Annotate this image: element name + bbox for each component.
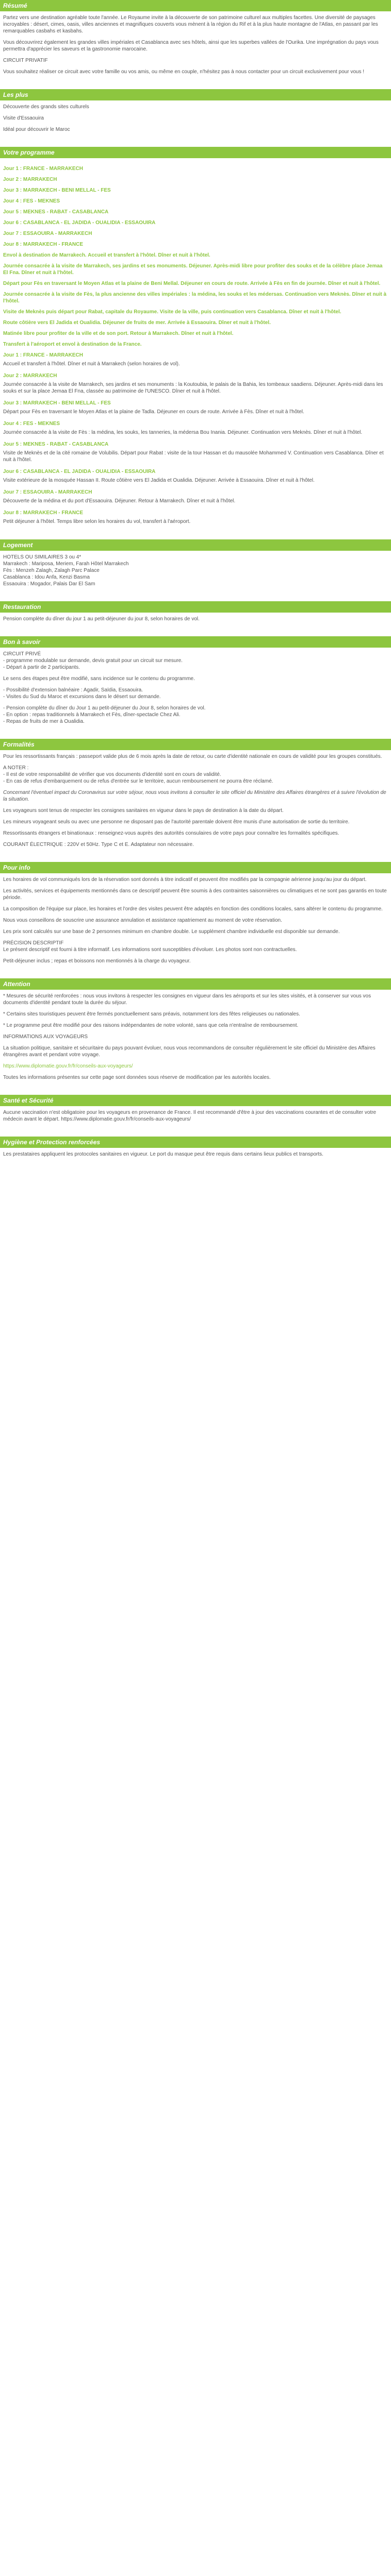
- pour-info-section: [0, 873, 391, 971]
- hygiene-text: Les prestataires appliquent les protocoles sanitaires en vigueur. Le port du masque peut être requis dans certains lieux publics et transports.: [3, 1151, 323, 1157]
- day-description: Accueil et transfert à l'hôtel. Dîner et nuit à Marrakech (selon horaires de vol).: [3, 361, 180, 367]
- day-title: Jour 5 : MEKNES - RABAT - CASABLANCA: [3, 442, 109, 447]
- info-paragraph: PRÉCISION DESCRIPTIF Le présent descriptif est fourni à titre informatif. Les informations sont susceptibles d'évoluer. Les photos sont non contractuelles.: [3, 940, 297, 953]
- attention-paragraph: * Le programme peut être modifié pour des raisons indépendantes de notre volonté, sans que cela n'entraîne de remboursement.: [3, 1023, 299, 1028]
- day-title: Jour 7 : ESSAOUIRA - MARRAKECH: [3, 231, 92, 236]
- day-title: Jour 4 : FES - MEKNES: [3, 421, 60, 427]
- section-heading-sante: Santé et Sécurité: [0, 1095, 391, 1106]
- plus-item: Visite d'Essaouira: [3, 115, 44, 121]
- day-description: Visite de Meknès et de la cité romaine de Volubilis. Départ pour Rabat : visite de la tour Hassan et du mausolée Mohammed V. Continuation vers Casablanca. Dîner et nuit à l'hôtel.: [3, 450, 384, 463]
- day-title: Jour 5 : MEKNES - RABAT - CASABLANCA: [3, 209, 109, 215]
- attention-paragraph: La situation politique, sanitaire et sécuritaire du pays pouvant évoluer, nous vous recommandons de consulter régulièrement le site officiel du Ministère des Affaires étrangères avant et pendant votre voyage.: [3, 1045, 376, 1058]
- day-title: Jour 1 : FRANCE - MARRAKECH: [3, 352, 83, 358]
- section-heading-resume: Résumé: [0, 0, 391, 11]
- section-heading-plus: Les plus: [0, 89, 391, 100]
- plus-item: Idéal pour découvrir le Maroc: [3, 127, 70, 132]
- day-description: Journée consacrée à la visite de Fès : la médina, les souks, les tanneries, la médersa Bou Inania. Déjeuner. Continuation vers Meknès. Dîner et nuit à l'hôtel.: [3, 430, 363, 435]
- section-heading-restauration: Restauration: [0, 601, 391, 613]
- day-title: Journée consacrée à la visite de Fès, la plus ancienne des villes impériales : la médina, les souks et les médersas. Continuation vers Meknès. Dîner et nuit à l'hôtel.: [3, 292, 387, 304]
- attention-section: [0, 990, 391, 1088]
- info-paragraph: La composition de l'équipe sur place, les horaires et l'ordre des visites peuvent être adaptés en fonction des conditions locales, sans altérer le contenu du programme.: [3, 906, 383, 912]
- day-title: Départ pour Fès en traversant le Moyen Atlas et la plaine de Beni Mellal. Déjeuner en cours de route. Arrivée à Fès en fin de journée. Dîner et nuit à l'hôtel.: [3, 281, 381, 286]
- day-title: Journée consacrée à la visite de Marrakech, ses jardins et ses monuments. Déjeuner. Après-midi libre pour profiter des souks et de la célèbre place Jemaa El Fna. Dîner et nuit à l'hôtel.: [3, 263, 383, 276]
- diplomatie-link[interactable]: https://www.diplomatie.gouv.fr/fr/conseils-aux-voyageurs/: [3, 1063, 133, 1069]
- info-paragraph: Les prix sont calculés sur une base de 2 personnes minimum en chambre double. Le supplément chambre individuelle est disponible sur demande.: [3, 929, 340, 935]
- info-paragraph: Petit-déjeuner inclus ; repas et boissons non mentionnés à la charge du voyageur.: [3, 958, 191, 964]
- formalites-paragraph: Pour les ressortissants français : passeport valide plus de 6 mois après la date de retour, ou carte d'identité nationale en cours de validité pour les groupes constitués.: [3, 754, 382, 759]
- day-title: Jour 3 : MARRAKECH - BENI MELLAL - FES: [3, 188, 111, 193]
- formalites-coronavirus: Concernant l'éventuel impact du Coronavirus sur votre séjour, nous vous invitons à consulter le site officiel du Ministère des Affaires étrangères et à suivre l'évolution de la situation.: [3, 790, 386, 802]
- day-title: Jour 4 : FES - MEKNES: [3, 198, 60, 204]
- day-title: Jour 8 : MARRAKECH - FRANCE: [3, 242, 83, 247]
- day-description: Journée consacrée à la visite de Marrakech, ses jardins et ses monuments : la Koutoubia, le palais de la Bahia, les tombeaux saadiens. Déjeuner. Après-midi dans les souks et sur la place Jemaa El Fna, classée au patrimoine de l'UNESCO. Dîner et nuit à l'hôtel.: [3, 382, 383, 394]
- section-heading-bon-a-savoir: Bon à savoir: [0, 636, 391, 648]
- formalites-paragraph: Les voyageurs sont tenus de respecter les consignes sanitaires en vigueur dans le pays de destination à la date du départ.: [3, 808, 284, 814]
- resume-paragraph-2: Vous découvrirez également les grandes villes impériales et Casablanca avec ses hôtels, ainsi que les superbes vallées de l'Ourika. Une imprégnation du pays vous permettra d'apprécier les saveurs et la gastronomie marocaine.: [3, 40, 379, 52]
- day-title: Envol à destination de Marrakech. Accueil et transfert à l'hôtel. Dîner et nuit à l'hôtel.: [3, 252, 210, 258]
- day-title: Jour 1 : FRANCE - MARRAKECH: [3, 166, 83, 172]
- day-title: Jour 2 : MARRAKECH: [3, 373, 57, 379]
- day-title: Matinée libre pour profiter de la ville et de son port. Retour à Marrakech. Dîner et nuit à l'hôtel.: [3, 331, 234, 336]
- formalites-section: [0, 750, 391, 855]
- section-heading-hygiene: Hygiène et Protection renforcées: [0, 1137, 391, 1148]
- hygiene-section: [0, 1148, 391, 1164]
- section-heading-attention: Attention: [0, 978, 391, 990]
- day-title: Jour 7 : ESSAOUIRA - MARRAKECH: [3, 489, 92, 495]
- plus-section: [0, 100, 391, 140]
- section-heading-logement: Logement: [0, 539, 391, 551]
- section-heading-formalites: Formalités: [0, 739, 391, 750]
- bon-a-savoir-paragraph: - Possibilité d'extension balnéaire : Agadir, Saïdia, Essaouira. - Visites du Sud du Maroc et excursions dans le désert sur demande.: [3, 687, 161, 700]
- bon-a-savoir-section: [0, 648, 391, 732]
- sante-section: [0, 1106, 391, 1129]
- formalites-paragraph: Ressortissants étrangers et binationaux : renseignez-vous auprès des autorités consulaires de votre pays pour connaître les formalités spécifiques.: [3, 831, 339, 836]
- day-description: Petit déjeuner à l'hôtel. Temps libre selon les horaires du vol, transfert à l'aéroport.: [3, 519, 191, 524]
- section-heading-pour-info: Pour info: [0, 862, 391, 873]
- bon-a-savoir-paragraph: - Pension complète du dîner du Jour 1 au petit-déjeuner du Jour 8, selon horaires de vol. - En option : repas traditionnels à Marrakech et Fès, dîner-spectacle Chez Ali. - Repas de fruits de mer à Oualidia.: [3, 705, 206, 724]
- day-title: Jour 2 : MARRAKECH: [3, 177, 57, 182]
- info-paragraph: Nous vous conseillons de souscrire une assurance annulation et assistance rapatriement au moment de votre réservation.: [3, 918, 282, 923]
- day-description: Visite extérieure de la mosquée Hassan II. Route côtière vers El Jadida et Oualidia. Déjeuner. Arrivée à Essaouira. Dîner et nuit à l'hôtel.: [3, 478, 315, 483]
- attention-subheading: INFORMATIONS AUX VOYAGEURS: [3, 1034, 88, 1040]
- courant-electrique: COURANT ÉLECTRIQUE : 220V et 50Hz. Type C et E. Adaptateur non nécessaire.: [3, 842, 194, 848]
- bon-a-savoir-paragraph: CIRCUIT PRIVÉ - programme modulable sur demande, devis gratuit pour un circuit sur mesure. - Départ à partir de 2 participants.: [3, 651, 183, 670]
- attention-paragraph: * Mesures de sécurité renforcées : nous vous invitons à respecter les consignes en vigueur dans les aéroports et sur les sites visités, et à conserver sur vous vos documents d'identité pendant toute la durée du séjour.: [3, 993, 371, 1006]
- sante-text: Aucune vaccination n'est obligatoire pour les voyageurs en provenance de France. Il est recommandé d'être à jour des vaccinations courantes et de consulter votre médecin avant le départ. https://www.diplomatie.gouv.fr/fr/conseils-aux-voyageurs/: [3, 1110, 377, 1122]
- restauration-text: Pension complète du dîner du jour 1 au petit-déjeuner du jour 8, selon horaires de vol.: [3, 616, 200, 622]
- day-title: Visite de Meknès puis départ pour Rabat, capitale du Royaume. Visite de la ville, puis continuation vers Casablanca. Dîner et nuit à l'hôtel.: [3, 309, 341, 315]
- day-title: Jour 8 : MARRAKECH - FRANCE: [3, 510, 83, 516]
- restauration-section: [0, 613, 391, 629]
- logement-section: [0, 551, 391, 594]
- day-title: Jour 6 : CASABLANCA - EL JADIDA - OUALIDIA - ESSAOUIRA: [3, 469, 156, 474]
- programme-section: [0, 158, 391, 532]
- attention-paragraph: * Certains sites touristiques peuvent être fermés ponctuellement sans préavis, notamment lors des fêtes religieuses ou nationales.: [3, 1011, 300, 1017]
- formalites-paragraph: Les mineurs voyageant seuls ou avec une personne ne disposant pas de l'autorité parentale doivent être munis d'une autorisation de sortie du territoire.: [3, 819, 350, 825]
- resume-paragraph: Partez vers une destination agréable toute l'année. Le Royaume invite à la découverte de son patrimoine culturel aux multiples facettes. Une diversité de paysages incroyables : désert, cimes, oasis, villes anciennes et magnifiques couverts vous mènent à la région du Rif et à la plus haute montagne de l'Atlas, en passant par les remarquables casbahs et kasbahs.: [3, 15, 378, 34]
- day-title: Route côtière vers El Jadida et Oualidia. Déjeuner de fruits de mer. Arrivée à Essaouira. Dîner et nuit à l'hôtel.: [3, 320, 271, 326]
- bon-a-savoir-paragraph: Le sens des étapes peut être modifié, sans incidence sur le contenu du programme.: [3, 676, 195, 682]
- day-description: Départ pour Fès en traversant le Moyen Atlas et la plaine de Tadla. Déjeuner en cours de route. Arrivée à Fès. Dîner et nuit à l'hôtel.: [3, 409, 304, 415]
- logement-text: HOTELS OU SIMILAIRES 3 ou 4* Marrakech : Mariposa, Meriem, Farah Hôtel Marrakech Fès : Menzeh Zalagh, Zalagh Parc Palace Casablanca : Idou Anfa, Kenzi Basma Essaouira : Mogador, Palais Dar El Sam: [3, 554, 129, 587]
- resume-section: [0, 11, 391, 82]
- attention-paragraph: Toutes les informations présentes sur cette page sont données sous réserve de modification par les autorités locales.: [3, 1075, 271, 1080]
- day-title: Jour 3 : MARRAKECH - BENI MELLAL - FES: [3, 400, 111, 406]
- info-paragraph: Les activités, services et équipements mentionnés dans ce descriptif peuvent être soumis à des contraintes saisonnières ou climatiques et ne sont pas garantis en toute période.: [3, 888, 387, 901]
- page-bottom-spacer: [0, 1164, 391, 1170]
- plus-item: Découverte des grands sites culturels: [3, 104, 89, 110]
- info-paragraph: Les horaires de vol communiqués lors de la réservation sont donnés à titre indicatif et peuvent être modifiés par la compagnie aérienne jusqu'au jour du départ.: [3, 877, 367, 883]
- formalites-note: A NOTER : - Il est de votre responsabilité de vérifier que vos documents d'identité sont en cours de validité. - En cas de refus d'embarquement ou de refus d'entrée sur le territoire, aucun remboursement ne pourra être réclamé.: [3, 765, 273, 784]
- day-description: Découverte de la médina et du port d'Essaouira. Déjeuner. Retour à Marrakech. Dîner et nuit à l'hôtel.: [3, 498, 236, 504]
- circuit-label: CIRCUIT PRIVATIF: [3, 58, 48, 63]
- section-heading-programme: Votre programme: [0, 147, 391, 158]
- day-title: Jour 6 : CASABLANCA - EL JADIDA - OUALIDIA - ESSAOUIRA: [3, 220, 156, 226]
- day-title: Transfert à l'aéroport et envol à destination de la France.: [3, 342, 142, 347]
- circuit-text: Vous souhaitez réaliser ce circuit avec votre famille ou vos amis, ou même en couple, n'hésitez pas à nous contacter pour un circuit exclusivement pour vous !: [3, 69, 365, 75]
